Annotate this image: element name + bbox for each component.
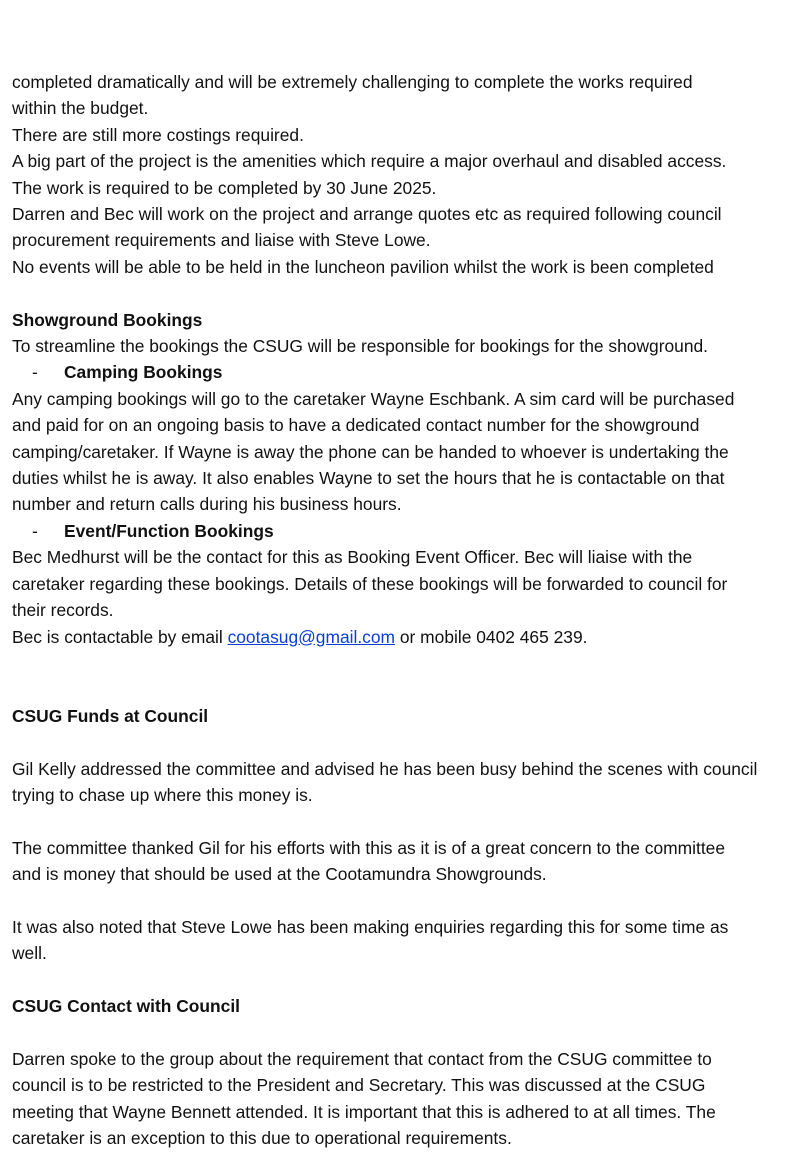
intro-line: Darren and Bec will work on the project and arrange quotes etc as required following council	[12, 204, 722, 225]
camping-line: Any camping bookings will go to the caretaker Wayne Eschbank. A sim card will be purchased	[12, 388, 735, 409]
contact-line: Darren spoke to the group about the requirement that contact from the CSUG committee to	[12, 1048, 712, 1069]
intro-line: procurement requirements and liaise with Steve Lowe.	[12, 230, 431, 251]
intro-line: A big part of the project is the amenities which require a major overhaul and disabled access.	[12, 151, 727, 172]
contact-line: caretaker is an exception to this due to operational requirements.	[12, 1128, 512, 1149]
intro-line: completed dramatically and will be extremely challenging to complete the works required	[12, 72, 693, 92]
contact-heading: CSUG Contact with Council	[12, 996, 241, 1017]
camping-line: and paid for on an ongoing basis to have a dedicated contact number for the showground	[12, 415, 700, 436]
spacer	[12, 967, 806, 993]
intro-line: within the budget.	[12, 98, 149, 119]
bullet-dash: -	[32, 362, 38, 383]
event-bookings-bullet	[12, 518, 806, 544]
camping-line: duties whilst he is away. It also enables Wayne to set the hours that he is contactable on that	[12, 468, 725, 489]
funds-line: trying to chase up where this money is.	[12, 784, 313, 805]
camping-bookings-bullet	[12, 359, 806, 385]
contact-prefix: Bec is contactable by email	[12, 626, 228, 647]
camping-bookings-heading: Camping Bookings	[64, 362, 223, 383]
spacer	[12, 888, 806, 914]
camping-line: number and return calls during his business hours.	[12, 494, 402, 515]
funds-line: well.	[12, 943, 47, 964]
showground-bookings-intro: To streamline the bookings the CSUG will be responsible for bookings for the showground.	[12, 336, 708, 357]
intro-line: No events will be able to be held in the luncheon pavilion whilst the work is been completed	[12, 256, 714, 277]
intro-line: There are still more costings required.	[12, 124, 304, 145]
spacer	[12, 280, 806, 306]
bullet-dash: -	[32, 520, 38, 541]
camping-line: camping/caretaker. If Wayne is away the phone can be handed to whoever is undertaking the	[12, 441, 729, 462]
contact-details-line	[12, 624, 806, 650]
email-link[interactable]: cootasug@gmail.com	[227, 626, 396, 647]
event-line: their records.	[12, 600, 114, 621]
event-line: caretaker regarding these bookings. Details of these bookings will be forwarded to council for	[12, 573, 728, 594]
spacer	[12, 650, 806, 703]
funds-line: It was also noted that Steve Lowe has been making enquiries regarding this for some time as	[12, 916, 729, 937]
document-page	[12, 69, 806, 1152]
funds-heading: CSUG Funds at Council	[12, 705, 209, 726]
contact-suffix: or mobile 0402 465 239.	[395, 626, 588, 647]
spacer	[12, 729, 806, 755]
spacer	[12, 808, 806, 834]
funds-line: and is money that should be used at the Cootamundra Showgrounds.	[12, 864, 547, 885]
event-line: Bec Medhurst will be the contact for this as Booking Event Officer. Bec will liaise with the	[12, 547, 693, 568]
showground-bookings-heading: Showground Bookings	[12, 309, 203, 330]
spacer	[12, 1020, 806, 1046]
intro-line: The work is required to be completed by 30 June 2025.	[12, 177, 437, 198]
event-bookings-heading: Event/Function Bookings	[64, 520, 274, 541]
funds-line: Gil Kelly addressed the committee and advised he has been busy behind the scenes with council	[12, 758, 758, 779]
contact-line: meeting that Wayne Bennett attended. It is important that this is adhered to at all times. The	[12, 1101, 716, 1122]
contact-line: council is to be restricted to the President and Secretary. This was discussed at the CSUG	[12, 1075, 706, 1096]
funds-line: The committee thanked Gil for his efforts with this as it is of a great concern to the committee	[12, 837, 726, 858]
